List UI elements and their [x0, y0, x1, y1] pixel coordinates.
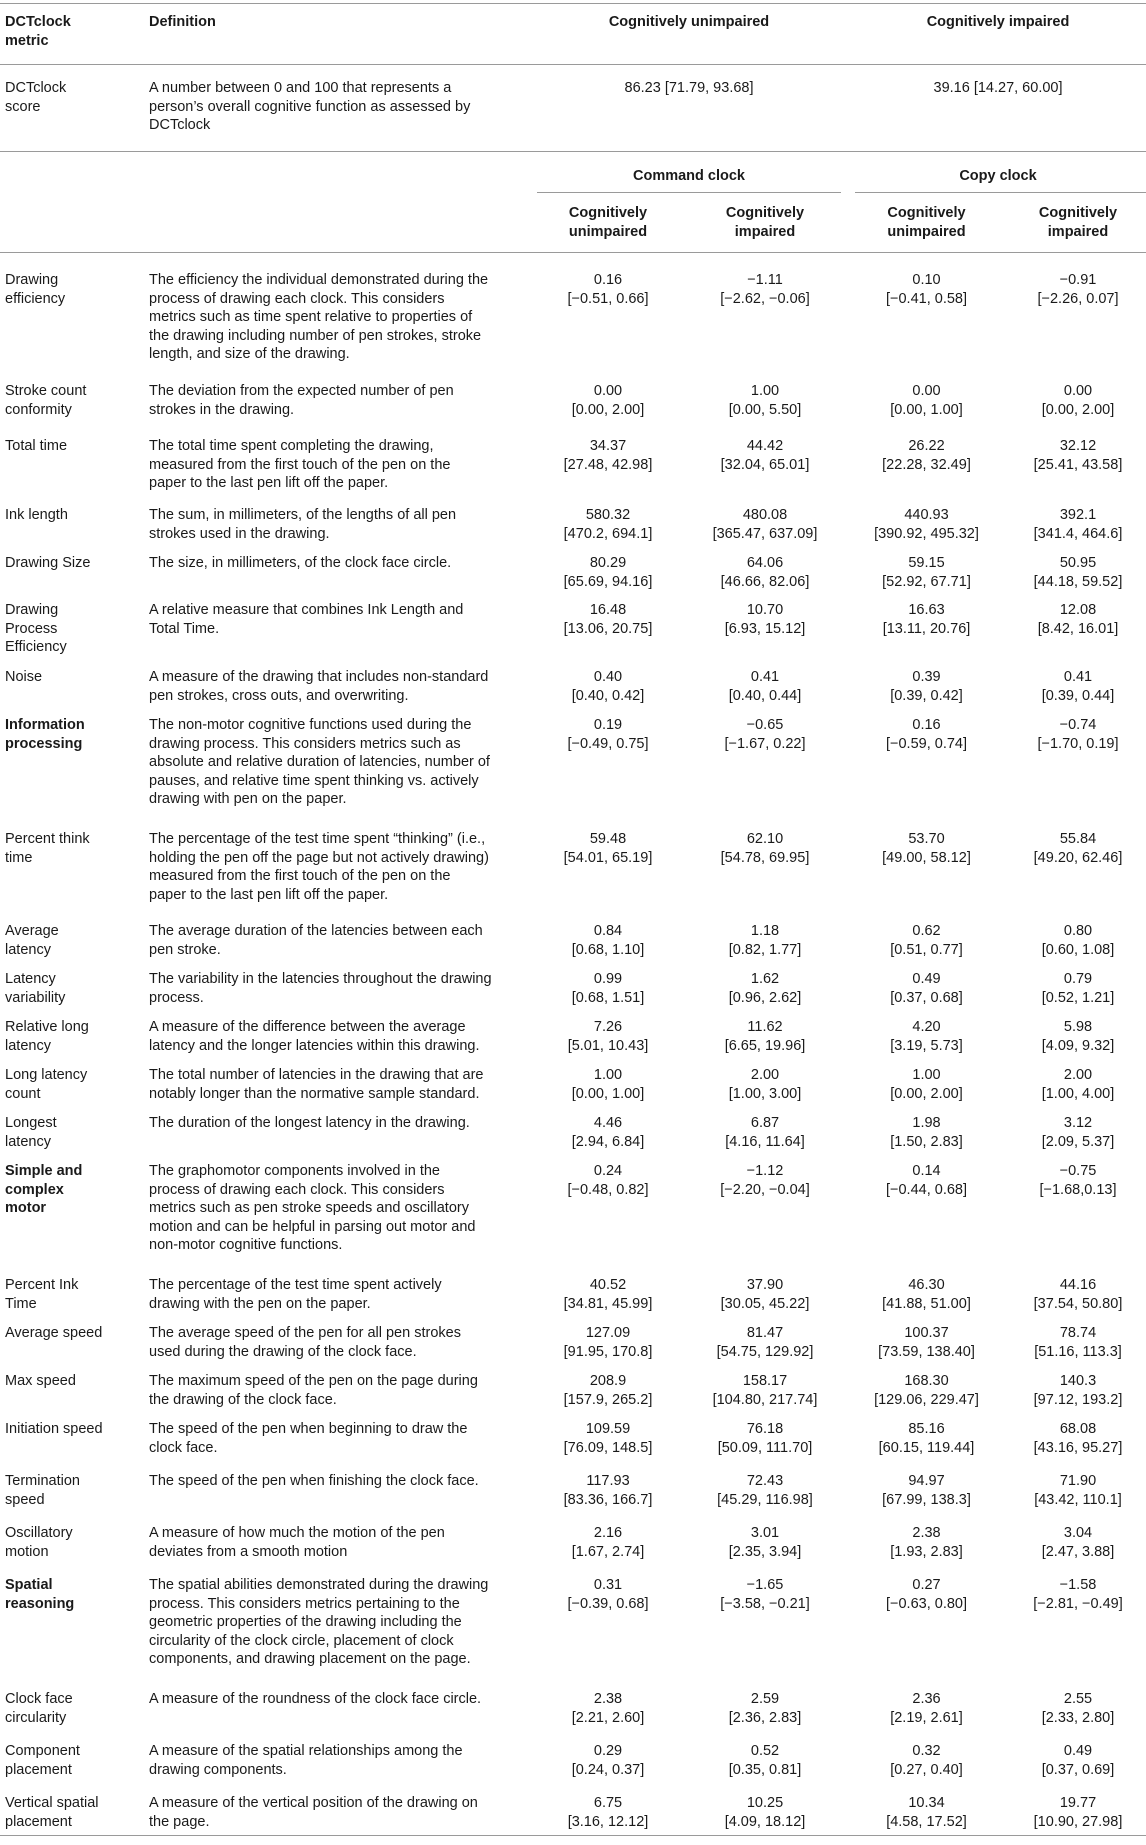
row-value: 64.06 [46.66, 82.06] [720, 555, 810, 590]
row-value: 0.62 [0.51, 0.77] [890, 923, 963, 958]
row-definition: A measure of the drawing that includes non-standard pen strokes, cross outs, and overwriting. [149, 669, 489, 704]
row-metric: Noise [5, 669, 43, 685]
row-value: 1.18 [0.82, 1.77] [728, 923, 802, 958]
row-value: 0.49 [0.37, 0.68] [890, 971, 963, 1006]
row-value: 0.00 [0.00, 2.00] [1041, 383, 1115, 418]
row-value: −0.74 [−1.70, 0.19] [1037, 717, 1119, 752]
row-value: 100.37 [73.59, 138.40] [878, 1325, 975, 1360]
row-definition: The duration of the longest latency in the drawing. [149, 1115, 470, 1131]
score-rule [0, 151, 1146, 152]
header-rule [0, 64, 1146, 65]
row-metric: Ink length [5, 507, 68, 523]
row-definition: The speed of the pen when finishing the clock face. [149, 1473, 479, 1489]
row-value: 0.52 [0.35, 0.81] [728, 1743, 802, 1778]
sub-ci-2: Cognitively impaired [1038, 205, 1118, 240]
command-clock-header: Command clock [633, 168, 745, 184]
row-value: 72.43 [45.29, 116.98] [717, 1473, 813, 1508]
row-value: 71.90 [43.42, 110.1] [1034, 1473, 1122, 1508]
command-clock-rule [537, 192, 841, 193]
row-value: 44.42 [32.04, 65.01] [720, 438, 810, 473]
row-value: −0.75 [−1.68,0.13] [1039, 1163, 1117, 1198]
row-value: 94.97 [67.99, 138.3] [882, 1473, 971, 1508]
row-value: 0.41 [0.40, 0.44] [728, 669, 802, 704]
row-value: 480.08 [365.47, 637.09] [712, 507, 818, 542]
row-value: 46.30 [41.88, 51.00] [882, 1277, 971, 1312]
row-value: 16.48 [13.06, 20.75] [563, 602, 653, 637]
row-value: 0.14 [−0.44, 0.68] [885, 1163, 968, 1198]
header-metric: DCTclock metric [5, 14, 71, 49]
row-value: 0.24 [−0.48, 0.82] [567, 1163, 649, 1198]
row-value: 3.04 [2.47, 3.88] [1041, 1525, 1115, 1560]
row-definition: The spatial abilities demonstrated during the drawing process. This considers metrics pertaining to the geometric properties of the drawing including the circularity of the clock circle, placement of clock components, and drawing placement on the page. [149, 1577, 489, 1667]
row-metric: Initiation speed [5, 1421, 103, 1437]
row-value: 81.47 [54.75, 129.92] [716, 1325, 814, 1360]
row-value: 168.30 [129.06, 229.47] [874, 1373, 979, 1408]
row-value: 1.00 [0.00, 5.50] [728, 383, 802, 418]
row-value: 78.74 [51.16, 113.3] [1034, 1325, 1122, 1360]
row-metric: Information processing [5, 717, 85, 752]
row-metric: Drawing efficiency [5, 272, 66, 307]
row-definition: A measure of the vertical position of the drawing on the page. [149, 1795, 478, 1830]
row-value: 2.00 [1.00, 3.00] [728, 1067, 802, 1102]
row-definition: The maximum speed of the pen on the page during the drawing of the clock face. [149, 1373, 478, 1408]
row-value: 0.39 [0.39, 0.42] [890, 669, 963, 704]
row-metric: Vertical spatial placement [5, 1795, 99, 1830]
row-metric: Component placement [5, 1743, 80, 1778]
row-value: 62.10 [54.78, 69.95] [720, 831, 810, 866]
row-definition: A measure of the spatial relationships among the drawing components. [149, 1743, 463, 1778]
row-definition: The non-motor cognitive functions used during the drawing process. This considers metrics such as absolute and relative duration of latencies, number of pauses, and relative time spent thinking vs. actively drawing with pen on the paper. [149, 717, 490, 807]
row-value: 37.90 [30.05, 45.22] [720, 1277, 810, 1312]
row-metric: Stroke count conformity [5, 383, 87, 418]
row-value: −1.12 [−2.20, −0.04] [720, 1163, 810, 1198]
row-value: 158.17 [104.80, 217.74] [712, 1373, 818, 1408]
row-value: 53.70 [49.00, 58.12] [882, 831, 971, 866]
row-metric: Clock face circularity [5, 1691, 73, 1726]
row-value: −1.11 [−2.62, −0.06] [720, 272, 810, 307]
row-definition: The speed of the pen when beginning to draw the clock face. [149, 1421, 468, 1456]
row-value: 0.16 [−0.51, 0.66] [567, 272, 649, 307]
row-value: 127.09 [91.95, 170.8] [563, 1325, 653, 1360]
row-value: 0.19 [−0.49, 0.75] [567, 717, 649, 752]
row-value: 59.15 [52.92, 67.71] [882, 555, 971, 590]
score-metric: DCTclock score [5, 80, 67, 115]
row-value: 50.95 [44.18, 59.52] [1033, 555, 1123, 590]
row-value: 1.98 [1.50, 2.83] [890, 1115, 963, 1150]
row-metric: Max speed [5, 1373, 76, 1389]
row-value: 4.20 [3.19, 5.73] [890, 1019, 963, 1054]
row-definition: The total time spent completing the drawing, measured from the first touch of the pen on the paper to the last pen lift off the paper. [149, 438, 451, 491]
row-value: 0.40 [0.40, 0.42] [571, 669, 645, 704]
row-value: 1.00 [0.00, 2.00] [890, 1067, 963, 1102]
copy-clock-rule [855, 192, 1146, 193]
row-value: 10.25 [4.09, 18.12] [724, 1795, 806, 1830]
row-value: 0.84 [0.68, 1.10] [571, 923, 645, 958]
row-value: 208.9 [157.9, 265.2] [563, 1373, 653, 1408]
row-value: 85.16 [60.15, 119.44] [878, 1421, 975, 1456]
row-value: 440.93 [390.92, 495.32] [874, 507, 979, 542]
row-value: 2.59 [2.36, 2.83] [728, 1691, 802, 1726]
row-value: 0.16 [−0.59, 0.74] [885, 717, 968, 752]
row-value: 0.99 [0.68, 1.51] [571, 971, 645, 1006]
row-value: 16.63 [13.11, 20.76] [882, 602, 971, 637]
row-value: 3.12 [2.09, 5.37] [1041, 1115, 1115, 1150]
score-definition: A number between 0 and 100 that represents a person’s overall cognitive function as assessed by DCTclock [149, 80, 471, 133]
row-value: 0.00 [0.00, 1.00] [890, 383, 963, 418]
row-definition: The variability in the latencies throughout the drawing process. [149, 971, 492, 1006]
row-value: 6.87 [4.16, 11.64] [725, 1115, 805, 1150]
row-value: 1.62 [0.96, 2.62] [728, 971, 802, 1006]
row-value: 44.16 [37.54, 50.80] [1033, 1277, 1123, 1312]
row-value: 2.00 [1.00, 4.00] [1041, 1067, 1115, 1102]
row-definition: The percentage of the test time spent “thinking” (i.e., holding the pen off the page but not actively drawing) measured from the first touch of the pen on the paper to the last pen lift off the paper. [149, 831, 489, 903]
row-definition: A measure of the roundness of the clock face circle. [149, 1691, 482, 1707]
row-value: 2.16 [1.67, 2.74] [571, 1525, 645, 1560]
row-value: 0.32 [0.27, 0.40] [890, 1743, 963, 1778]
row-metric: Drawing Process Efficiency [5, 602, 67, 655]
row-value: 6.75 [3.16, 12.12] [567, 1795, 649, 1830]
row-value: 10.34 [4.58, 17.52] [886, 1795, 967, 1830]
row-value: 2.55 [2.33, 2.80] [1041, 1691, 1115, 1726]
row-value: 392.1 [341.4, 464.6] [1033, 507, 1123, 542]
row-value: 76.18 [50.09, 111.70] [717, 1421, 813, 1456]
row-definition: A relative measure that combines Ink Length and Total Time. [149, 602, 464, 637]
row-definition: A measure of the difference between the average latency and the longer latencies within this drawing. [149, 1019, 480, 1054]
sub-cu-2: Cognitively unimpaired [887, 205, 966, 240]
row-value: 0.29 [0.24, 0.37] [571, 1743, 645, 1778]
row-value: −1.65 [−3.58, −0.21] [720, 1577, 810, 1612]
row-value: 117.93 [83.36, 166.7] [563, 1473, 653, 1508]
header-impaired: Cognitively impaired [926, 14, 1070, 30]
row-metric: Oscillatory motion [5, 1525, 73, 1560]
row-value: 1.00 [0.00, 1.00] [571, 1067, 645, 1102]
row-metric: Longest latency [5, 1115, 57, 1150]
row-value: 5.98 [4.09, 9.32] [1041, 1019, 1115, 1054]
row-metric: Average latency [5, 923, 59, 958]
row-metric: Percent think time [5, 831, 90, 866]
row-definition: A measure of how much the motion of the pen deviates from a smooth motion [149, 1525, 445, 1560]
row-value: 3.01 [2.35, 3.94] [728, 1525, 802, 1560]
row-value: 0.10 [−0.41, 0.58] [885, 272, 968, 307]
row-value: 10.70 [6.93, 15.12] [724, 602, 806, 637]
row-value: 12.08 [8.42, 16.01] [1037, 602, 1119, 637]
row-definition: The efficiency the individual demonstrated during the process of drawing each clock. This considers metrics such as time spent relative to properties of the drawing including number of pen strokes, stroke length, and size of the drawing. [149, 272, 489, 362]
row-definition: The percentage of the test time spent actively drawing with the pen on the paper. [149, 1277, 442, 1312]
header-definition: Definition [149, 14, 216, 30]
row-value: 4.46 [2.94, 6.84] [571, 1115, 645, 1150]
header-unimpaired: Cognitively unimpaired [608, 14, 770, 30]
row-value: 580.32 [470.2, 694.1] [563, 507, 653, 542]
row-value: 2.38 [2.21, 2.60] [571, 1691, 645, 1726]
row-definition: The graphomotor components involved in the process of drawing each clock. This considers metrics such as pen stroke speeds and oscillatory motion and can be helpful in parsing out motor and non-motor cognitive functions. [149, 1163, 476, 1253]
copy-clock-header: Copy clock [959, 168, 1037, 184]
row-definition: The deviation from the expected number of pen strokes in the drawing. [149, 383, 454, 418]
row-value: 0.79 [0.52, 1.21] [1041, 971, 1115, 1006]
row-value: 11.62 [6.65, 19.96] [724, 1019, 806, 1054]
row-value: 0.41 [0.39, 0.44] [1041, 669, 1115, 704]
table-top-rule [0, 3, 1146, 4]
row-value: 0.00 [0.00, 2.00] [571, 383, 645, 418]
row-value: 0.27 [−0.63, 0.80] [885, 1577, 968, 1612]
row-value: 32.12 [25.41, 43.58] [1033, 438, 1123, 473]
row-value: 68.08 [43.16, 95.27] [1033, 1421, 1123, 1456]
row-value: 7.26 [5.01, 10.43] [567, 1019, 649, 1054]
row-metric: Total time [5, 438, 68, 454]
table-bottom-rule [0, 1835, 1146, 1836]
row-value: 0.31 [−0.39, 0.68] [567, 1577, 649, 1612]
row-value: −0.91 [−2.26, 0.07] [1037, 272, 1119, 307]
row-value: 140.3 [97.12, 193.2] [1033, 1373, 1123, 1408]
row-definition: The size, in millimeters, of the clock face circle. [149, 555, 452, 571]
row-metric: Percent Ink Time [5, 1277, 79, 1312]
row-metric: Drawing Size [5, 555, 91, 571]
row-value: 34.37 [27.48, 42.98] [563, 438, 653, 473]
row-metric: Termination speed [5, 1473, 80, 1508]
row-value: 40.52 [34.81, 45.99] [563, 1277, 653, 1312]
row-definition: The sum, in millimeters, of the lengths of all pen strokes used in the drawing. [149, 507, 457, 542]
row-value: 0.80 [0.60, 1.08] [1041, 923, 1115, 958]
row-value: 55.84 [49.20, 62.46] [1033, 831, 1123, 866]
row-value: −0.65 [−1.67, 0.22] [724, 717, 806, 752]
row-definition: The average speed of the pen for all pen strokes used during the drawing of the clock face. [149, 1325, 461, 1360]
row-metric: Latency variability [5, 971, 66, 1006]
row-metric: Relative long latency [5, 1019, 89, 1054]
row-value: 0.49 [0.37, 0.69] [1041, 1743, 1115, 1778]
score-impaired: 39.16 [14.27, 60.00] [933, 80, 1063, 96]
row-value: 19.77 [10.90, 27.98] [1033, 1795, 1123, 1830]
score-unimpaired: 86.23 [71.79, 93.68] [624, 80, 754, 96]
row-value: −1.58 [−2.81, −0.49] [1033, 1577, 1123, 1612]
row-metric: Long latency count [5, 1067, 88, 1102]
row-metric: Simple and complex motor [5, 1163, 83, 1216]
row-value: 2.36 [2.19, 2.61] [890, 1691, 963, 1726]
row-definition: The average duration of the latencies between each pen stroke. [149, 923, 483, 958]
row-value: 26.22 [22.28, 32.49] [882, 438, 971, 473]
row-definition: The total number of latencies in the drawing that are notably longer than the normative sample standard. [149, 1067, 484, 1102]
row-metric: Average speed [5, 1325, 103, 1341]
sub-cu-1: Cognitively unimpaired [568, 205, 648, 240]
row-metric: Spatial reasoning [5, 1577, 75, 1612]
row-value: 2.38 [1.93, 2.83] [890, 1525, 963, 1560]
subheader-rule [0, 252, 1146, 253]
row-value: 109.59 [76.09, 148.5] [563, 1421, 653, 1456]
sub-ci-1: Cognitively impaired [725, 205, 805, 240]
row-value: 80.29 [65.69, 94.16] [563, 555, 653, 590]
row-value: 59.48 [54.01, 65.19] [563, 831, 653, 866]
